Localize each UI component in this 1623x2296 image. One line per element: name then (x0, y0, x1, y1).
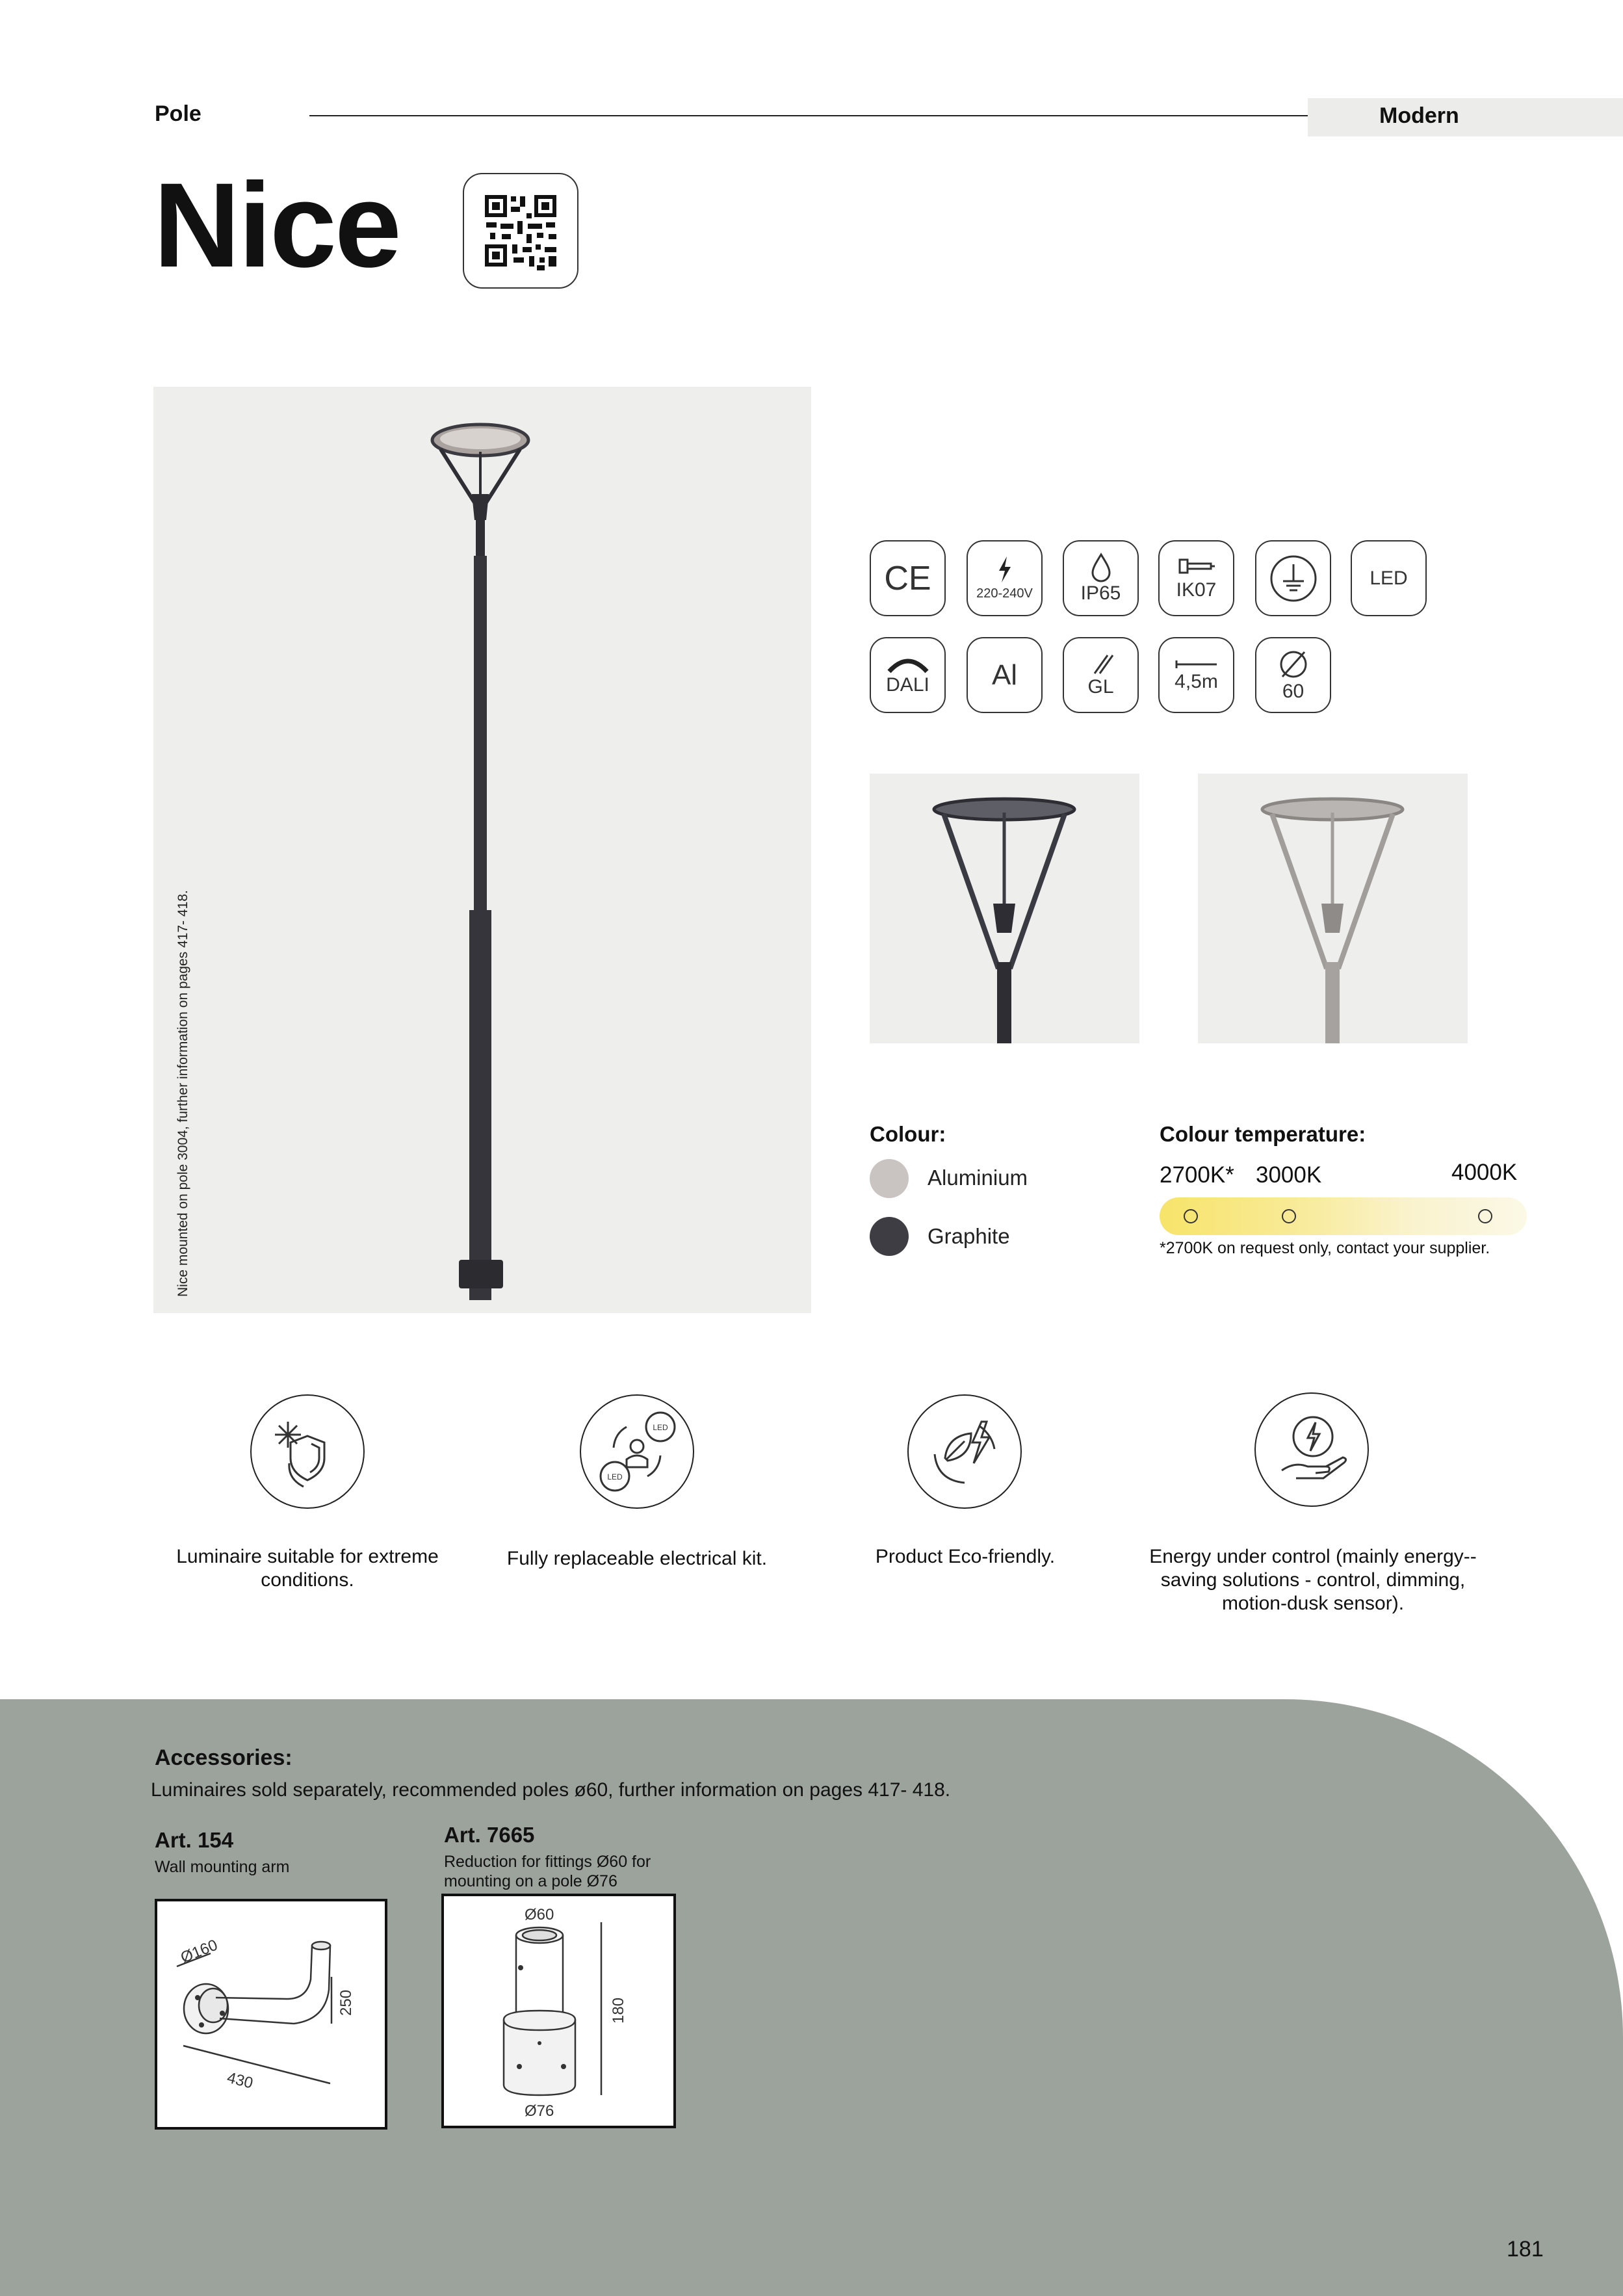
colour-heading: Colour: (870, 1122, 946, 1146)
art-154-drawing (155, 1899, 387, 2130)
aluminium-swatch[interactable] (870, 1159, 909, 1198)
temp-2700k-label: 2700K* (1160, 1162, 1234, 1188)
glass-label: GL (1087, 675, 1114, 698)
diameter-icon (1255, 637, 1331, 713)
feature-energy-control-text: Energy under control (mainly energy--saving solutions - control, dimming, motion-dusk sensor). (1149, 1546, 1477, 1614)
ce-label: CE (884, 559, 931, 597)
replaceable-kit-icon (580, 1394, 694, 1509)
art-7665-dim-bottom: Ø76 (525, 2102, 554, 2120)
page-number: 181 (1507, 2237, 1544, 2262)
header-rule (309, 115, 1308, 116)
glass-icon (1063, 637, 1139, 713)
temp-2700k-marker[interactable] (1184, 1209, 1198, 1223)
snowflake-shield-icon (250, 1394, 365, 1509)
temp-4000k-label: 4000K (1451, 1160, 1518, 1185)
aluminium-label: Al (991, 659, 1018, 691)
height-icon (1158, 637, 1234, 713)
feature-eco-friendly-text: Product Eco-friendly. (875, 1546, 1056, 1567)
ce-mark-icon (870, 540, 946, 616)
dali-label: DALI (886, 673, 929, 696)
aluminium-variant-image (1198, 774, 1468, 1043)
accessories-heading: Accessories: (155, 1745, 292, 1770)
water-drop-icon (1063, 540, 1139, 616)
art-7665-drawing (441, 1894, 676, 2128)
art-7665-dim-top: Ø60 (525, 1906, 554, 1924)
temp-3000k-marker[interactable] (1282, 1209, 1296, 1223)
art-7665-dim-height: 180 (610, 1997, 627, 2024)
ik-rating-label: IK07 (1176, 579, 1217, 601)
art-7665-title: Art. 7665 (444, 1823, 535, 1847)
voltage-icon (967, 540, 1043, 616)
feature-extreme-conditions-text: Luminaire suitable for extreme conditions. (176, 1546, 439, 1591)
art-154-title: Art. 154 (155, 1828, 234, 1852)
svg-text:LED: LED (607, 1472, 623, 1481)
style-tab-label: Modern (1379, 103, 1459, 128)
product-title: Nice (153, 159, 400, 293)
svg-text:LED: LED (653, 1423, 668, 1432)
art-154-description: Wall mounting arm (155, 1858, 290, 1876)
ip-rating-label: IP65 (1080, 582, 1121, 604)
accessories-description: Luminaires sold separately, recommended poles ø60, further information on pages 417- 418. (151, 1779, 951, 1801)
led-label: LED (1370, 567, 1408, 589)
temp-note: *2700K on request only, contact your supplier. (1160, 1239, 1490, 1257)
voltage-label: 220-240V (976, 586, 1033, 601)
energy-hand-icon (1254, 1392, 1369, 1507)
feature-replaceable-kit-text: Fully replaceable electrical kit. (506, 1548, 768, 1569)
graphite-variant-image (870, 774, 1139, 1043)
dali-icon (870, 637, 946, 713)
diameter-label: 60 (1282, 680, 1305, 702)
graphite-colour-label: Graphite (928, 1224, 1010, 1248)
art-154-dim-height: 250 (337, 1989, 355, 2016)
art-7665-description: Reduction for fittings Ø60 for mounting on a pole Ø76 (444, 1853, 651, 1890)
art-154-dim-diameter: Ø160 (178, 1936, 220, 1967)
qr-code-icon[interactable] (463, 173, 578, 289)
hammer-icon (1158, 540, 1234, 616)
temp-3000k-label: 3000K (1256, 1162, 1322, 1188)
style-tab (1308, 98, 1623, 137)
product-hero-image (153, 387, 811, 1313)
led-icon (1351, 540, 1427, 616)
eco-leaf-icon (907, 1394, 1022, 1509)
colour-temperature-bar (1160, 1197, 1527, 1235)
hero-caption: Nice mounted on pole 3004, further information on pages 417- 418. (175, 890, 190, 1297)
category-label: Pole (155, 101, 201, 126)
aluminium-colour-label: Aluminium (928, 1166, 1028, 1190)
graphite-swatch[interactable] (870, 1217, 909, 1256)
height-label: 4,5m (1175, 670, 1218, 692)
art-154-dim-length: 430 (225, 2068, 255, 2093)
earth-ground-icon (1255, 540, 1331, 616)
temp-4000k-marker[interactable] (1478, 1209, 1492, 1223)
aluminium-icon (967, 637, 1043, 713)
colour-temperature-heading: Colour temperature: (1160, 1122, 1366, 1146)
